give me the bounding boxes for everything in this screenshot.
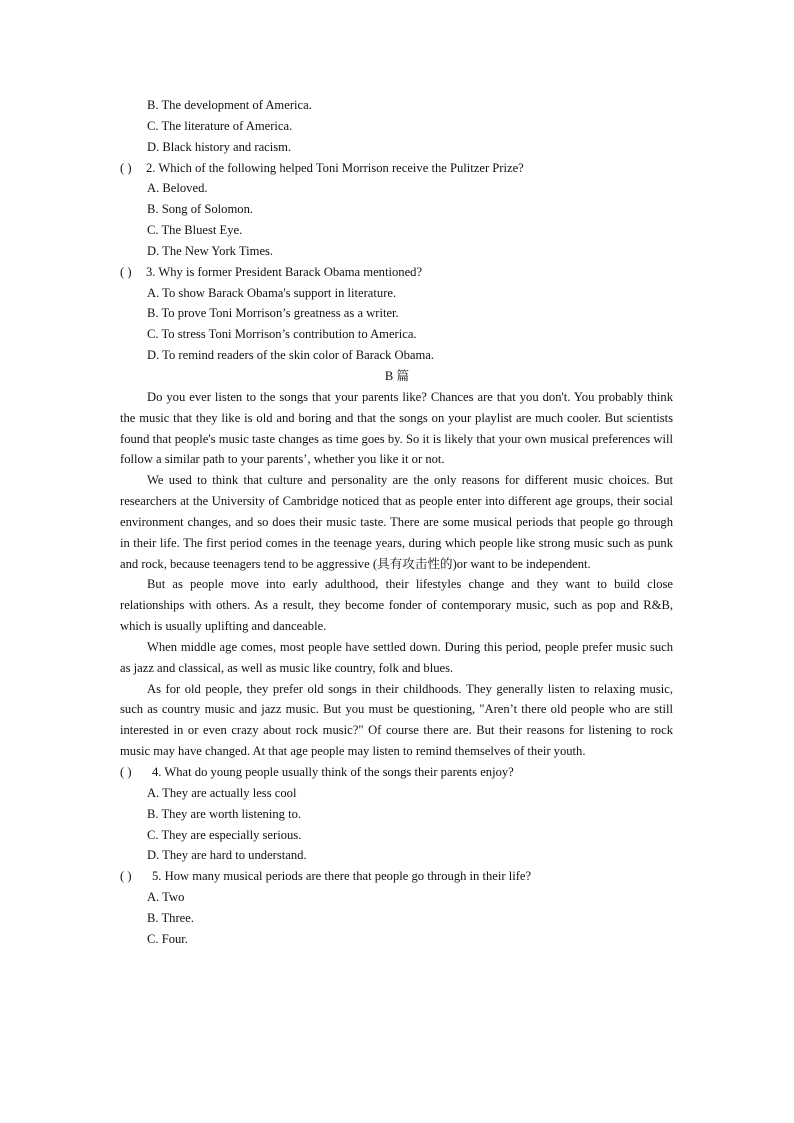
passage-paragraph-2: We used to think that culture and personality are the only reasons for different music choices. But researchers at the University of Cambridge noticed that as people enter into different age groups, their social environment changes, and so does their music taste. There are some musical periods that people go through in their life. The first period comes in the teenage years, during which people like strong music such as punk and rock, because teenagers tend to be aggressive (具有攻击性的)or want to be independent.: [120, 473, 673, 571]
q4-option-a: A. They are actually less cool: [147, 785, 297, 800]
q2-option-a: A. Beloved.: [147, 181, 208, 196]
document-page: [0, 95, 794, 950]
q5-option-a: A. Two: [147, 890, 185, 905]
q3-option-c: C. To stress Toni Morrison’s contribution to America.: [147, 327, 417, 342]
q1-option-b: B. The development of America.: [147, 98, 312, 112]
q3-option-a: A. To show Barack Obama's support in literature.: [147, 285, 397, 300]
question-5-text: 5. How many musical periods are there that people go through in their life?: [152, 869, 532, 884]
q2-option-b: B. Song of Solomon.: [147, 202, 254, 217]
q2-option-c: C. The Bluest Eye.: [147, 223, 243, 238]
answer-blank[interactable]: ( ): [120, 765, 132, 779]
question-3-text: 3. Why is former President Barack Obama mentioned?: [146, 264, 423, 279]
passage-paragraph-1: Do you ever listen to the songs that your parents like? Chances are that you don't. You probably think the music that they like is old and boring and that the songs on your playlist are much cooler. But scientists found that people's music taste changes as time goes by. So it is likely that your own musical preferences will follow a similar path to your parents’, whether you like it or not.: [120, 389, 673, 467]
question-2-text: 2. Which of the following helped Toni Morrison receive the Pulitzer Prize?: [146, 160, 524, 175]
q1-option-c: C. The literature of America.: [147, 118, 293, 133]
q3-option-b: B. To prove Toni Morrison’s greatness as a writer.: [147, 306, 399, 321]
q2-option-d: D. The New York Times.: [147, 243, 274, 258]
passage-paragraph-3: But as people move into early adulthood, their lifestyles change and they want to build close relationships with others. As a result, they become fonder of contemporary music, such as pop and R&B, which is usually uplifting and danceable.: [120, 577, 673, 634]
answer-blank[interactable]: ( ): [120, 869, 132, 884]
q3-option-d: D. To remind readers of the skin color of Barack Obama.: [147, 348, 435, 363]
question-5: [0, 866, 794, 887]
section-heading: B 篇: [384, 368, 410, 383]
answer-blank[interactable]: ( ): [120, 160, 132, 175]
q5-option-b: B. Three.: [147, 910, 194, 925]
answer-blank[interactable]: ( ): [120, 264, 132, 279]
question-2: [0, 158, 794, 179]
q4-option-d: D. They are hard to understand.: [147, 848, 307, 863]
question-3: [0, 262, 794, 283]
question-4-text: 4. What do young people usually think of the songs their parents enjoy?: [152, 765, 514, 779]
passage-paragraph-5: As for old people, they prefer old songs in their childhoods. They generally listen to relaxing music, such as country music and jazz music. But you must be questioning, "Aren’t there old people who are still interested in or even crazy about rock music?" Of course there are. But their reasons for listening to rock music may have changed. At that age people may listen to remind themselves of their youth.: [120, 681, 673, 759]
q1-option-d: D. Black history and racism.: [147, 139, 292, 154]
question-4: [0, 762, 794, 783]
q4-option-c: C. They are especially serious.: [147, 827, 302, 842]
passage-paragraph-4: When middle age comes, most people have settled down. During this period, people prefer music such as jazz and classical, as well as music like country, folk and blues.: [120, 639, 673, 675]
q5-option-c: C. Four.: [147, 931, 188, 946]
q4-option-b: B. They are worth listening to.: [147, 806, 302, 821]
